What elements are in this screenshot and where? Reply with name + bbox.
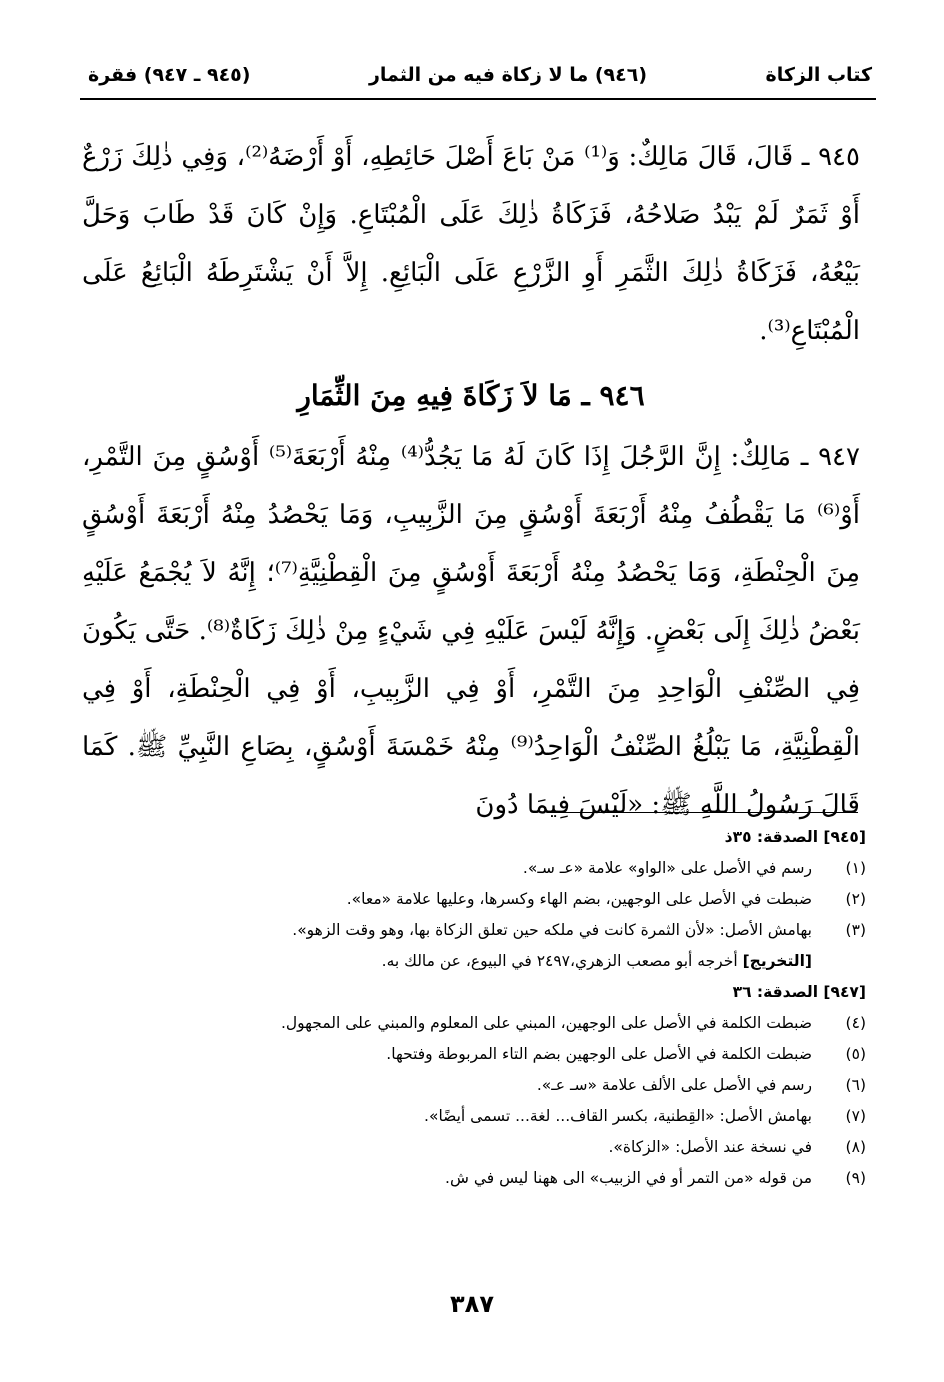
chapter-title: (٩٤٦) ما لا زكاة فيه من الثمار <box>368 64 647 86</box>
footnote-text: من قوله «من التمر أو في الزبيب» الى ههنا ليس في ش. <box>445 1169 812 1187</box>
section-title: ٩٤٦ ـ مَا لاَ زَكَاةَ فِيهِ مِنَ الثِّمَارِ <box>297 379 645 412</box>
footnote-text: رسم في الأصل على الألف علامة «سـ عـ». <box>536 1076 812 1094</box>
footnote-text: بهامش الأصل: «القِطنية، بكسر القاف... لغة... تسمى أيضًا». <box>424 1107 812 1125</box>
footnote-3 <box>90 915 866 946</box>
footnote-8 <box>90 1132 866 1163</box>
footnote-number: (٢) <box>845 890 866 908</box>
footnote-text: بهامش الأصل: «لأن الثمرة كانت في ملكه حين تعلق الزكاة بها، وهو وقت الزهو». <box>292 921 812 939</box>
footnote-7 <box>90 1101 866 1132</box>
footnote-number: (٦) <box>845 1076 866 1094</box>
footnote-4 <box>90 1008 866 1039</box>
footnote-number: (٣) <box>845 921 866 939</box>
footnote-number: (٩) <box>845 1169 866 1187</box>
footnote-1 <box>90 853 866 884</box>
footnote-number: (٥) <box>845 1045 866 1063</box>
takhrij-label: [التخريج] <box>742 952 812 970</box>
book-title: كتاب الزكاة <box>765 64 872 86</box>
takhrij-text: أخرجه أبو مصعب الزهري،٢٤٩٧ في البيوع، عن مالك به. <box>381 952 738 970</box>
page-number: ٣٨٧ <box>450 1290 494 1318</box>
footnotes <box>90 822 866 1194</box>
footnote-9 <box>90 1163 866 1194</box>
footnote-5 <box>90 1039 866 1070</box>
footnote-text: ضبطت الكلمة في الأصل على الوجهين، المبني على المعلوم والمبني على المجهول. <box>280 1014 812 1032</box>
takhrij-line <box>90 946 866 977</box>
paragraph-range: (٩٤٥ ـ ٩٤٧) فقرة <box>88 64 251 86</box>
footnote-6 <box>90 1070 866 1101</box>
footnote-text: ضبطت الكلمة في الأصل على الوجهين بضم التاء المربوطة وفتحها. <box>386 1045 812 1063</box>
header-rule <box>80 98 876 100</box>
footnote-group-947: [٩٤٧] الصدقة: ٣٦ <box>732 983 866 1001</box>
footnote-text: في نسخة عند الأصل: «الزكاة». <box>608 1138 812 1156</box>
footnote-text: رسم في الأصل على «الواو» علامة «عـ سـ». <box>522 859 812 877</box>
footnote-number: (١) <box>845 859 866 877</box>
footnote-2 <box>90 884 866 915</box>
footnote-number: (٨) <box>845 1138 866 1156</box>
footnote-number: (٤) <box>845 1014 866 1032</box>
footnote-number: (٧) <box>845 1107 866 1125</box>
paragraph-945: ٩٤٥ ـ قَالَ، قَالَ مَالِكٌ: وَ⁽¹⁾ مَنْ بَاعَ أَصْلَ حَائِطِهِ، أَوْ أَرْضَهُ⁽²⁾، وَفِي ذٰلِكَ زَرْعٌ أَوْ ثَمَرٌ لَمْ يَبْدُ صَلاحُهُ، فَزَكَاةُ ذٰلِكَ عَلَى الْمُبْتَاعِ. وَإِنْ كَانَ قَدْ طَابَ وَحَلَّ بَيْعُهُ، فَزَكَاةُ ذٰلِكَ الثَّمَرِ أَوِ الزَّرْعِ عَلَى الْبَائِعِ. إِلاَّ أَنْ يَشْتَرِطَهُ الْبَائِعُ عَلَى الْمُبْتَاعِ⁽³⁾. <box>82 142 860 346</box>
footnote-rule <box>548 812 858 813</box>
footnote-group-945: [٩٤٥] الصدقة: ٣٥ذ <box>724 828 866 846</box>
footnote-text: ضبطت في الأصل على الوجهين، بضم الهاء وكسرها، وعليها علامة «معا». <box>346 890 812 908</box>
paragraph-947: ٩٤٧ ـ مَالِكٌ: إِنَّ الرَّجُلَ إِذَا كَانَ لَهُ مَا يَجُدُّ⁽⁴⁾ مِنْهُ أَرْبَعَةَ⁽⁵⁾ أَوْسُقٍ مِنَ التَّمْرِ، أَوْ⁽⁶⁾ مَا يَقْطُفُ مِنْهُ أَرْبَعَةَ أَوْسُقٍ مِنَ الزَّبِيبِ، وَمَا يَحْصُدُ مِنْهُ أَرْبَعَةَ أَوْسُقٍ مِنَ الْحِنْطَةِ، وَمَا يَحْصُدُ مِنْهُ أَرْبَعَةَ أَوْسُقٍ مِنَ الْقِطْنِيَّةِ⁽⁷⁾؛ إِنَّهُ لاَ يُجْمَعُ عَلَيْهِ بَعْضُ ذٰلِكَ إِلَى بَعْضٍ. وَإِنَّهُ لَيْسَ عَلَيْهِ فِي شَيْءٍ مِنْ ذٰلِكَ زَكَاةٌ⁽⁸⁾. حَتَّى يَكُونَ فِي الصِّنْفِ الْوَاحِدِ مِنَ التَّمْرِ، أَوْ فِي الزَّبِيبِ، أَوْ فِي الْحِنْطَةِ، أَوْ فِي الْقِطْنِيَّةِ، مَا يَبْلُغُ الصِّنْفُ الْوَاحِدُ⁽⁹⁾ مِنْهُ خَمْسَةَ أَوْسُقٍ، بِصَاعِ النَّبِيِّ ﷺ. كَمَا قَالَ رَسُولُ اللَّهِ ﷺ: «لَيْسَ فِيمَا دُونَ <box>82 442 860 820</box>
main-text <box>82 128 860 834</box>
running-header <box>88 58 872 92</box>
